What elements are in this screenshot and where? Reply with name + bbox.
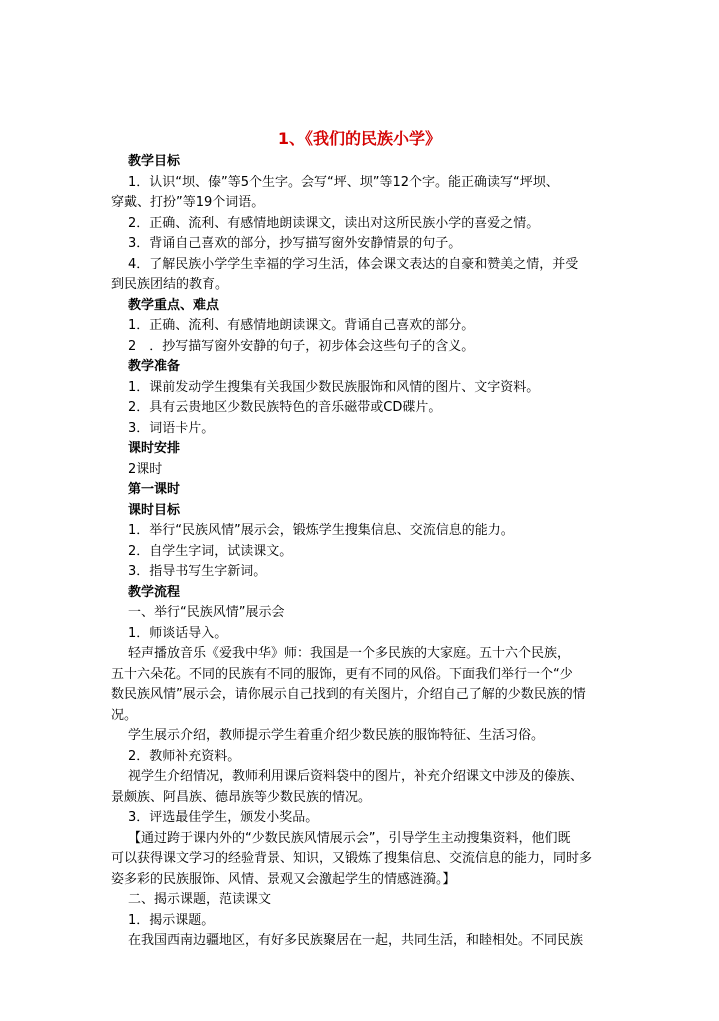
text-line: 一、举行“民族风情”展示会 [128,605,285,620]
text-line: 2．自学生字词，试读课文。 [128,543,293,559]
text-line: 【通过跨于课内外的“少数民族风情展示会”，引导学生主动搜集资料，他们既 [128,830,571,846]
document-title: 1、《我们的民族小学》 [277,129,442,148]
text-line: 1．课前发动学生搜集有关我国少数民族服饰和风情的图片、文字资料。 [128,379,540,395]
section-heading: 教学目标 [128,154,181,169]
section-heading: 课时安排 [128,441,181,456]
text-line: 到民族团结的教育。 [111,277,229,292]
text-line: 4．了解民族小学学生幸福的学习生活，体会课文表达的自豪和赞美之情，并受 [128,256,579,272]
text-line: 2课时 [128,461,163,477]
text-line: 3．背诵自己喜欢的部分，抄写描写窗外安静情景的句子。 [128,236,462,251]
document-body [111,152,623,952]
text-line: 2．具有云贵地区少数民族特色的音乐磁带或CD碟片。 [128,400,442,415]
text-line: 在我国西南边疆地区，有好多民族聚居在一起，共同生活，和睦相处。不同民族 [128,933,584,948]
text-line: 1．师谈话导入。 [128,625,228,641]
section-heading: 教学重点、难点 [128,297,220,313]
text-line: 3．评选最佳学生，颁发小奖品。 [128,810,319,825]
text-line: 轻声播放音乐《爱我中华》师：我国是一个多民族的大家庭。五十六个民族， [128,646,571,661]
text-line: 况。 [111,707,138,723]
text-line: 视学生介绍情况，教师利用课后资料袋中的图片，补充介绍课文中涉及的傣族、 [128,769,584,784]
text-line: 2．正确、流利、有感情地朗读课文，读出对这所民族小学的喜爱之情。 [128,215,540,231]
text-line: 1．正确、流利、有感情地朗读课文。背诵自己喜欢的部分。 [128,318,475,333]
text-line: 数民族风情”展示会，请你展示自己找到的有关图片，介绍自己了解的少数民族的情 [111,687,586,702]
text-line: 五十六朵花。不同的民族有不同的服饰，更有不同的风俗。下面我们举行一个“少 [111,666,573,682]
text-line: 2 ．抄写描写窗外安静的句子，初步体会这些句子的含义。 [128,338,475,354]
text-line: 3．指导书写生字新词。 [128,564,267,579]
text-line: 可以获得课文学习的经验背景、知识，又锻炼了搜集信息、交流信息的能力，同时多 [111,851,593,866]
section-heading: 教学流程 [128,584,181,600]
section-heading: 第一课时 [128,482,181,497]
text-line: 姿多彩的民族服饰、风情、景观又会激起学生的情感涟漪。】 [111,871,456,887]
text-line: 2．教师补充资料。 [128,748,241,764]
text-line: 景颇族、阿昌族、德昂族等少数民族的情况。 [111,789,372,805]
section-heading: 课时目标 [128,502,181,518]
text-line: 1．揭示课题。 [128,912,215,928]
text-line: 穿戴、打扮”等19个词语。 [111,195,265,210]
section-heading: 教学准备 [128,359,181,374]
text-line: 3．词语卡片。 [128,420,215,436]
text-line: 1．举行“民族风情”展示会，锻炼学生搜集信息、交流信息的能力。 [128,523,514,538]
text-line: 学生展示介绍，教师提示学生着重介绍少数民族的服饰特征、生活习俗。 [128,728,545,743]
text-line: 1．认识“坝、傣”等5个生字。会写“坪、坝”等12个字。能正确读写“坪坝、 [128,174,559,190]
text-line: 二、揭示课题，范读课文 [128,892,272,907]
